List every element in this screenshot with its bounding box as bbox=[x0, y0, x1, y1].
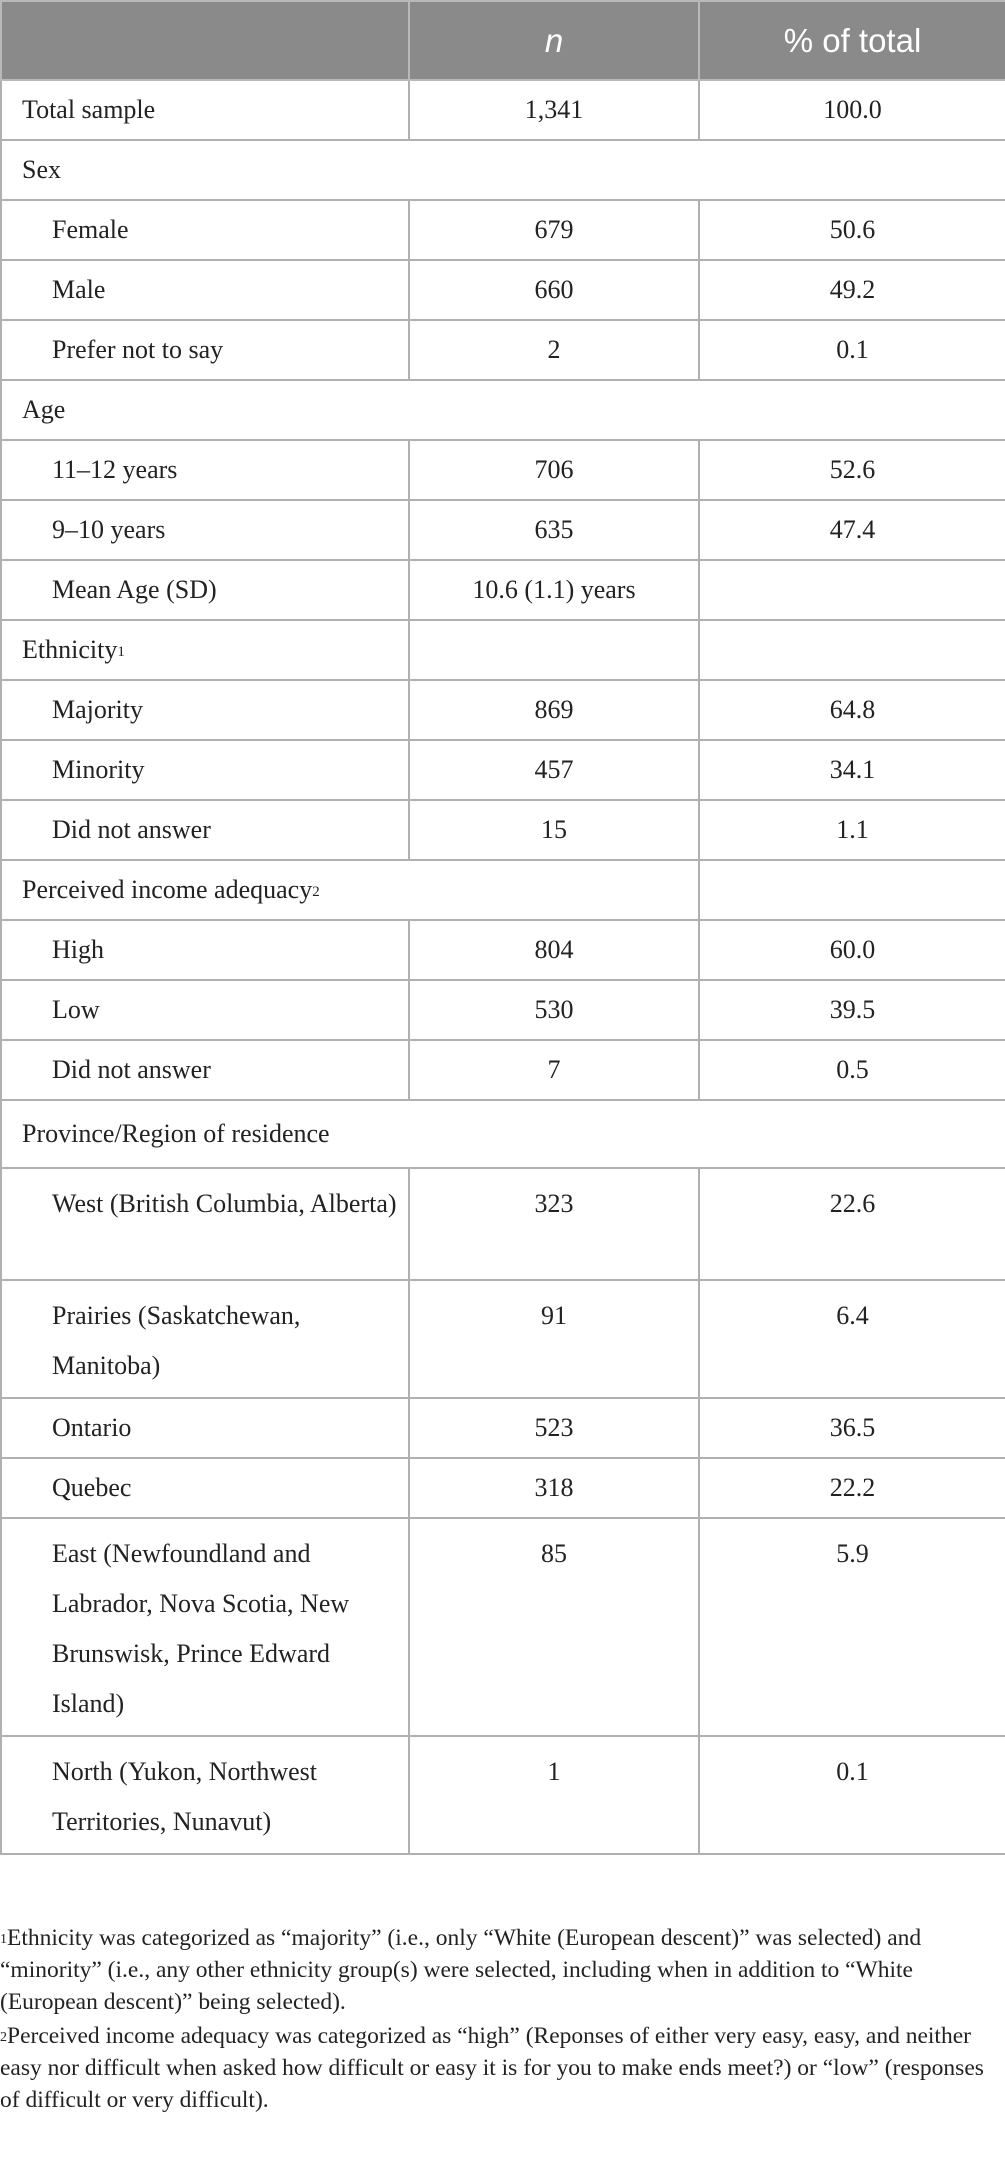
row-n: 91 bbox=[409, 1280, 699, 1398]
row-n: 869 bbox=[409, 680, 699, 740]
table-header bbox=[1, 1, 1005, 80]
footnote-1-text: Ethnicity was categorized as “majority” (i.e., only “White (European descent)” was selected) and “minority” (i.e., any other ethnicity group(s) were selected, including when in addition to “White (European descent)” being selected). bbox=[0, 1925, 922, 2015]
row-label: 9–10 years bbox=[1, 500, 409, 560]
row-label: East (Newfoundland and Labrador, Nova Scotia, New Brunswisk, Prince Edward Island) bbox=[1, 1518, 409, 1736]
table-row bbox=[1, 440, 1005, 500]
row-n: 457 bbox=[409, 740, 699, 800]
row-label: Low bbox=[1, 980, 409, 1040]
table-row bbox=[1, 260, 1005, 320]
section-label bbox=[1, 620, 409, 680]
section-row-income bbox=[1, 860, 1005, 920]
row-pct: 36.5 bbox=[699, 1398, 1005, 1458]
row-n: 2 bbox=[409, 320, 699, 380]
empty-cell bbox=[699, 860, 1005, 920]
row-label: Mean Age (SD) bbox=[1, 560, 409, 620]
row-n: 660 bbox=[409, 260, 699, 320]
row-n: 635 bbox=[409, 500, 699, 560]
section-row-sex bbox=[1, 140, 1005, 200]
footnote-2-text: Perceived income adequacy was categorized as “high” (Reponses of either very easy, easy, and neither easy nor difficult when asked how difficult or easy it is for you to make ends meet?) or “low” (responses of difficult or very difficult). bbox=[0, 2023, 984, 2113]
row-pct: 22.2 bbox=[699, 1458, 1005, 1518]
section-label: Province/Region of residence bbox=[1, 1100, 1005, 1168]
row-pct: 100.0 bbox=[699, 80, 1005, 140]
row-label: North (Yukon, Northwest Territories, Nunavut) bbox=[1, 1736, 409, 1854]
row-label: Minority bbox=[1, 740, 409, 800]
table-row bbox=[1, 980, 1005, 1040]
section-label bbox=[1, 860, 699, 920]
table-row bbox=[1, 680, 1005, 740]
table-row bbox=[1, 1280, 1005, 1398]
row-label: Male bbox=[1, 260, 409, 320]
row-n: 530 bbox=[409, 980, 699, 1040]
table-row bbox=[1, 80, 1005, 140]
row-pct: 22.6 bbox=[699, 1168, 1005, 1280]
row-pct: 50.6 bbox=[699, 200, 1005, 260]
row-n: 7 bbox=[409, 1040, 699, 1100]
row-n: 1 bbox=[409, 1736, 699, 1854]
table-row bbox=[1, 1040, 1005, 1100]
row-label: Quebec bbox=[1, 1458, 409, 1518]
row-pct: 0.5 bbox=[699, 1040, 1005, 1100]
row-label: Female bbox=[1, 200, 409, 260]
row-pct: 64.8 bbox=[699, 680, 1005, 740]
row-n: 804 bbox=[409, 920, 699, 980]
row-label: Total sample bbox=[1, 80, 409, 140]
row-n: 706 bbox=[409, 440, 699, 500]
section-row-ethnicity bbox=[1, 620, 1005, 680]
row-pct: 0.1 bbox=[699, 320, 1005, 380]
footnote-1-marker: 1 bbox=[0, 1932, 7, 1947]
section-label-text: Ethnicity bbox=[22, 635, 118, 664]
section-row-age bbox=[1, 380, 1005, 440]
row-label: Did not answer bbox=[1, 1040, 409, 1100]
table-row bbox=[1, 1518, 1005, 1736]
section-label: Age bbox=[1, 380, 1005, 440]
table-row bbox=[1, 740, 1005, 800]
table-row bbox=[1, 1168, 1005, 1280]
row-label: Prairies (Saskatchewan, Manitoba) bbox=[1, 1280, 409, 1398]
row-label: Did not answer bbox=[1, 800, 409, 860]
table-body bbox=[1, 80, 1005, 1854]
table-row bbox=[1, 200, 1005, 260]
row-label: Ontario bbox=[1, 1398, 409, 1458]
header-n: n bbox=[409, 1, 699, 80]
table-row bbox=[1, 560, 1005, 620]
row-pct: 49.2 bbox=[699, 260, 1005, 320]
row-pct: 0.1 bbox=[699, 1736, 1005, 1854]
table-row bbox=[1, 800, 1005, 860]
table-row bbox=[1, 320, 1005, 380]
row-pct: 52.6 bbox=[699, 440, 1005, 500]
table-row bbox=[1, 1398, 1005, 1458]
row-pct: 6.4 bbox=[699, 1280, 1005, 1398]
row-label: Prefer not to say bbox=[1, 320, 409, 380]
row-pct: 60.0 bbox=[699, 920, 1005, 980]
row-pct: 34.1 bbox=[699, 740, 1005, 800]
empty-cell bbox=[699, 620, 1005, 680]
footnote-1 bbox=[0, 1922, 1005, 2018]
table-row bbox=[1, 1458, 1005, 1518]
section-label: Sex bbox=[1, 140, 1005, 200]
table-row bbox=[1, 1736, 1005, 1854]
header-pct: % of total bbox=[699, 1, 1005, 80]
row-label: West (British Columbia, Alberta) bbox=[1, 1168, 409, 1280]
table-footnotes bbox=[0, 1922, 1005, 2118]
section-label-text: Perceived income adequacy bbox=[22, 875, 313, 904]
row-n: 15 bbox=[409, 800, 699, 860]
table-row bbox=[1, 500, 1005, 560]
row-n: 323 bbox=[409, 1168, 699, 1280]
row-n: 85 bbox=[409, 1518, 699, 1736]
row-n: 679 bbox=[409, 200, 699, 260]
footnote-2 bbox=[0, 2020, 1005, 2116]
section-row-province bbox=[1, 1100, 1005, 1168]
row-label: Majority bbox=[1, 680, 409, 740]
row-pct: 5.9 bbox=[699, 1518, 1005, 1736]
footnote-2-marker: 2 bbox=[0, 2030, 7, 2045]
row-pct bbox=[699, 560, 1005, 620]
table-row bbox=[1, 920, 1005, 980]
empty-cell bbox=[409, 620, 699, 680]
row-n: 10.6 (1.1) years bbox=[409, 560, 699, 620]
row-label: 11–12 years bbox=[1, 440, 409, 500]
row-pct: 47.4 bbox=[699, 500, 1005, 560]
row-label: High bbox=[1, 920, 409, 980]
footnote-marker: 2 bbox=[312, 884, 320, 900]
row-pct: 1.1 bbox=[699, 800, 1005, 860]
row-n: 1,341 bbox=[409, 80, 699, 140]
footnote-marker: 1 bbox=[117, 644, 125, 660]
row-n: 318 bbox=[409, 1458, 699, 1518]
header-row bbox=[1, 1, 1005, 80]
row-n: 523 bbox=[409, 1398, 699, 1458]
header-label-cell bbox=[1, 1, 409, 80]
row-pct: 39.5 bbox=[699, 980, 1005, 1040]
